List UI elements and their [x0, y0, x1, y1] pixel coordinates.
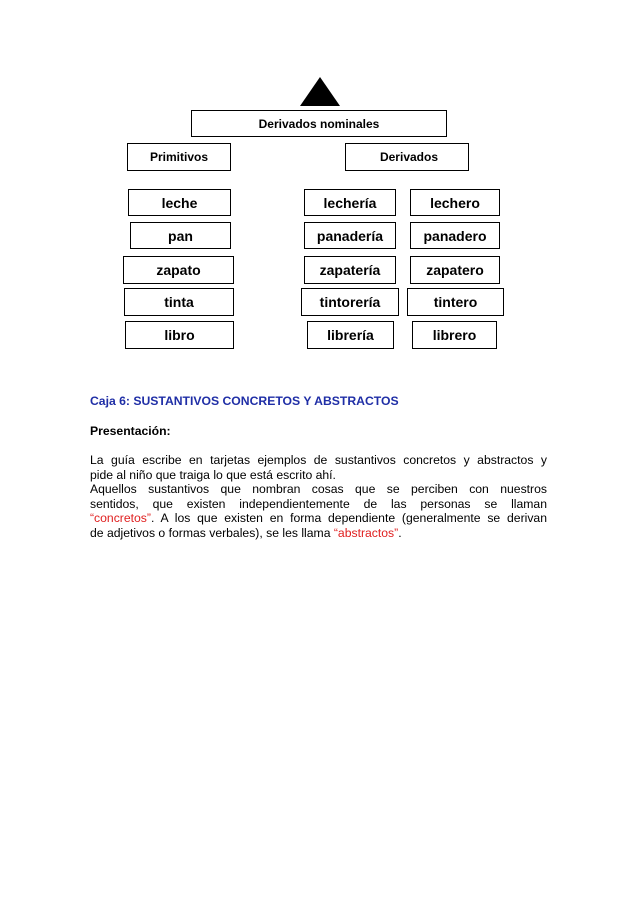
p1-line-1: La guía escribe en tarjetas ejemplos de sustantivos concretos y abstractos y	[90, 453, 547, 467]
concretos-term: “concretos”	[90, 511, 151, 525]
derivado-a-word: librería	[307, 321, 394, 349]
primitivo-word: libro	[125, 321, 234, 349]
abstractos-term: “abstractos”	[333, 525, 399, 540]
p2-line-3-rest: . A los que existen en forma dependiente (generalmente se derivan	[150, 511, 547, 525]
primitivo-word: leche	[128, 189, 231, 216]
primitivos-header: Primitivos	[149, 150, 209, 164]
p2-line-3	[90, 511, 547, 526]
derivado-a-word: tintorería	[301, 288, 399, 316]
primitivo-word: zapato	[123, 256, 234, 284]
diagram-title-box	[191, 110, 447, 137]
derivado-b-word: lechero	[410, 189, 500, 216]
p1-line-2: pide al niño que traiga lo que está escrito ahí.	[90, 467, 336, 482]
paragraph-1	[90, 453, 547, 482]
primitivo-word: pan	[130, 222, 231, 249]
p2-end: .	[398, 525, 402, 540]
p2-line-4	[90, 526, 547, 541]
derivados-header-box	[345, 143, 469, 171]
derivado-b-word: panadero	[410, 222, 500, 249]
diagram-title: Derivados nominales	[258, 116, 380, 131]
section-subheading: Presentación:	[90, 424, 171, 438]
derivados-header: Derivados	[379, 150, 438, 164]
primitivo-word: tinta	[124, 288, 234, 316]
p2-line-2: sentidos, que existen independientemente de las personas se llaman	[90, 496, 547, 511]
derivado-b-word: librero	[412, 321, 497, 349]
derivado-b-word: zapatero	[410, 256, 500, 284]
derivado-a-word: panadería	[304, 222, 396, 249]
paragraph-2	[90, 482, 547, 540]
triangle-icon	[300, 77, 340, 106]
p2-line-4-text: de adjetivos o formas verbales), se les llama	[90, 525, 334, 540]
primitivos-header-box	[127, 143, 231, 171]
section-heading: Caja 6: SUSTANTIVOS CONCRETOS Y ABSTRACTOS	[90, 394, 399, 408]
p2-line-1: Aquellos sustantivos que nombran cosas que se perciben con nuestros	[90, 482, 547, 496]
derivado-b-word: tintero	[407, 288, 504, 316]
derivado-a-word: zapatería	[304, 256, 396, 284]
derivado-a-word: lechería	[304, 189, 396, 216]
